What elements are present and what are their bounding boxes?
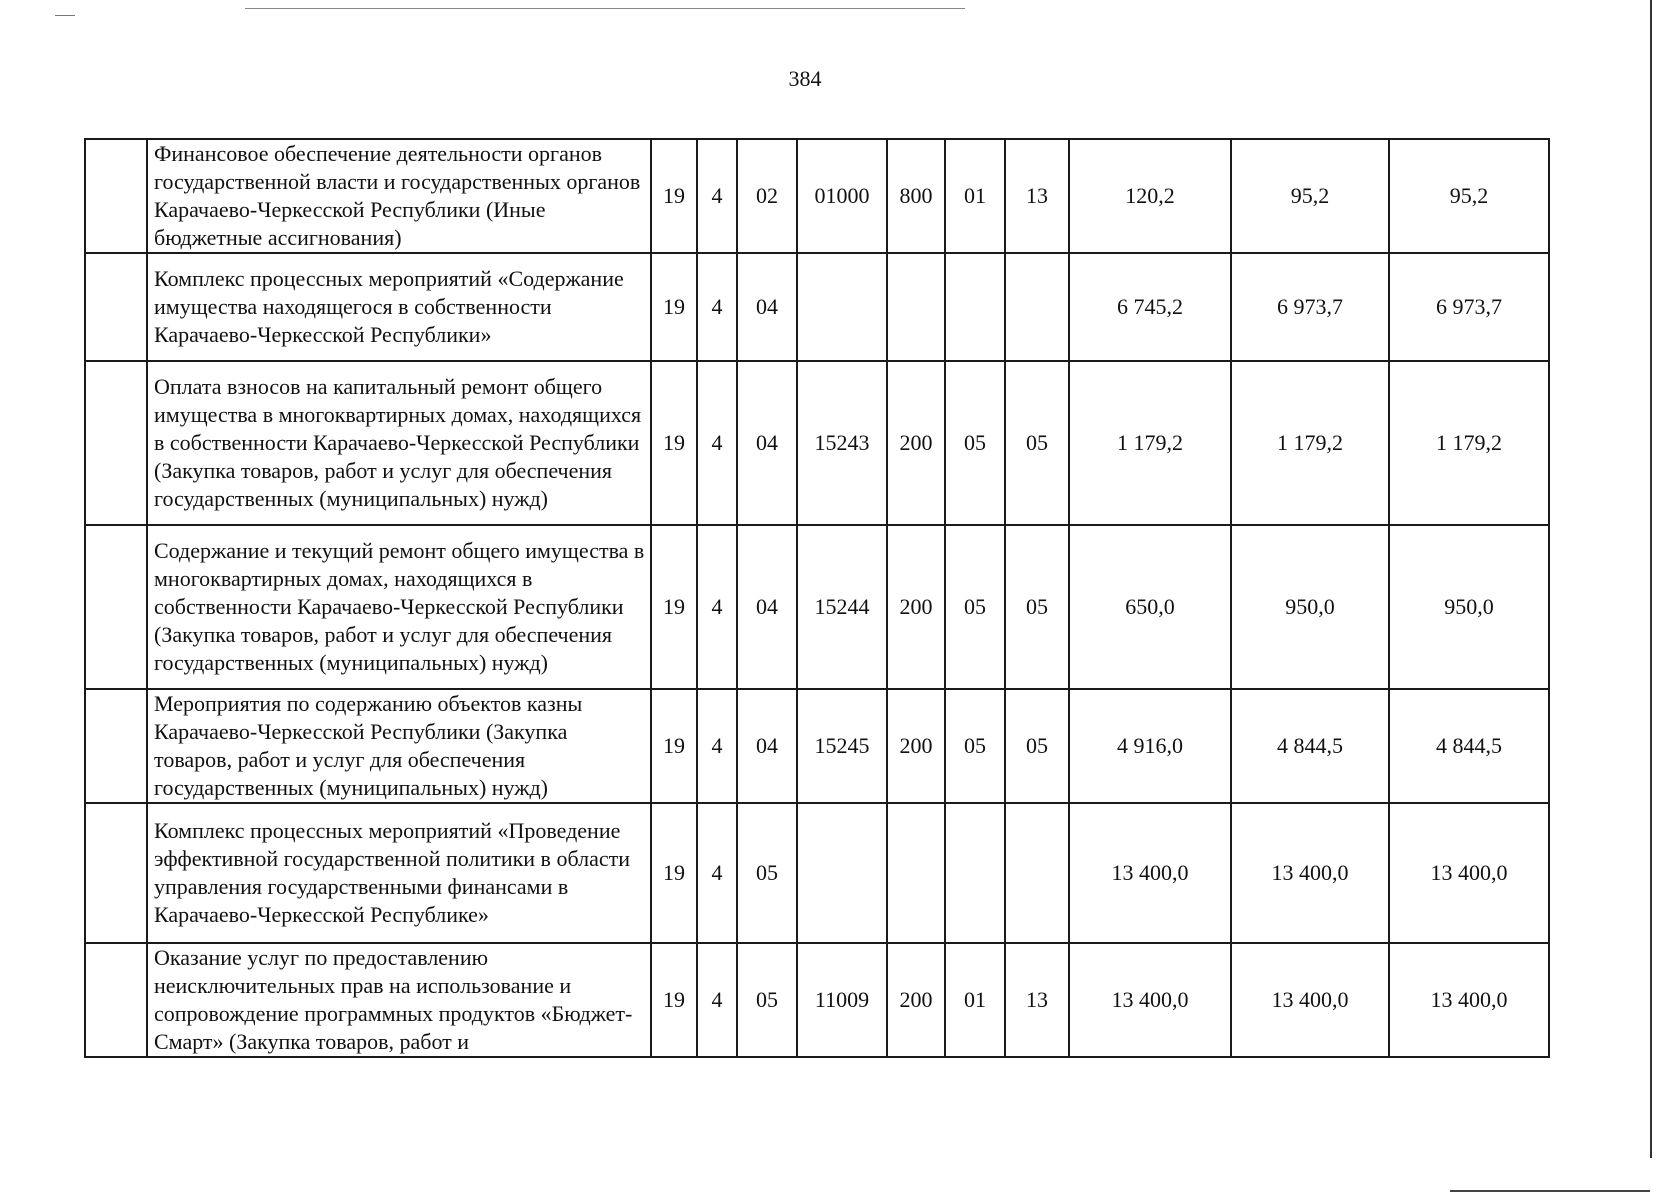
code-cell: 19	[651, 943, 697, 1057]
row-description: Финансовое обеспечение деятельности органов государственной власти и государственных органов Карачаево-Черкесской Республики (Иные бюджетные ассигнования)	[147, 139, 651, 253]
code-cell: 800	[887, 139, 945, 253]
code-cell: 200	[887, 943, 945, 1057]
row-index-cell	[85, 803, 147, 943]
code-cell: 04	[737, 525, 797, 689]
code-cell: 4	[697, 525, 737, 689]
code-cell: 19	[651, 803, 697, 943]
code-cell: 200	[887, 525, 945, 689]
code-cell: 19	[651, 361, 697, 525]
table-row	[85, 139, 1549, 253]
code-cell: 15243	[797, 361, 887, 525]
code-cell: 05	[1005, 361, 1069, 525]
row-index-cell	[85, 361, 147, 525]
amount-cell-2: 13 400,0	[1231, 943, 1389, 1057]
code-cell	[945, 253, 1005, 361]
code-cell: 4	[697, 689, 737, 803]
amount-cell-1: 6 745,2	[1069, 253, 1231, 361]
code-cell: 19	[651, 253, 697, 361]
scan-mark-top	[245, 8, 965, 9]
code-cell: 01000	[797, 139, 887, 253]
code-cell: 02	[737, 139, 797, 253]
amount-cell-3: 6 973,7	[1389, 253, 1549, 361]
row-index-cell	[85, 689, 147, 803]
amount-cell-3: 1 179,2	[1389, 361, 1549, 525]
code-cell	[797, 803, 887, 943]
code-cell: 04	[737, 361, 797, 525]
code-cell: 13	[1005, 943, 1069, 1057]
code-cell: 4	[697, 139, 737, 253]
code-cell	[1005, 253, 1069, 361]
table-row	[85, 803, 1549, 943]
amount-cell-3: 13 400,0	[1389, 803, 1549, 943]
amount-cell-2: 6 973,7	[1231, 253, 1389, 361]
scan-edge-right	[1650, 0, 1652, 1158]
amount-cell-2: 4 844,5	[1231, 689, 1389, 803]
code-cell: 13	[1005, 139, 1069, 253]
code-cell	[1005, 803, 1069, 943]
amount-cell-1: 13 400,0	[1069, 943, 1231, 1057]
code-cell: 19	[651, 525, 697, 689]
code-cell: 01	[945, 139, 1005, 253]
amount-cell-3: 4 844,5	[1389, 689, 1549, 803]
row-description: Комплекс процессных мероприятий «Содержание имущества находящегося в собственности Карачаево-Черкесской Республики»	[147, 253, 651, 361]
row-description: Комплекс процессных мероприятий «Проведение эффективной государственной политики в области управления государственными финансами в Карачаево-Черкесской Республике»	[147, 803, 651, 943]
code-cell: 200	[887, 361, 945, 525]
code-cell: 4	[697, 253, 737, 361]
amount-cell-3: 95,2	[1389, 139, 1549, 253]
amount-cell-3: 13 400,0	[1389, 943, 1549, 1057]
table-row	[85, 361, 1549, 525]
code-cell: 04	[737, 689, 797, 803]
scan-mark-bottom-right	[1450, 1190, 1650, 1192]
scan-mark-top-left	[55, 15, 75, 16]
code-cell: 01	[945, 943, 1005, 1057]
amount-cell-1: 120,2	[1069, 139, 1231, 253]
table-row	[85, 943, 1549, 1057]
row-description: Мероприятия по содержанию объектов казны Карачаево-Черкесской Республики (Закупка товаров, работ и услуг для обеспечения государственных (муниципальных) нужд)	[147, 689, 651, 803]
amount-cell-1: 13 400,0	[1069, 803, 1231, 943]
code-cell	[887, 803, 945, 943]
code-cell: 19	[651, 689, 697, 803]
amount-cell-1: 1 179,2	[1069, 361, 1231, 525]
table-row	[85, 689, 1549, 803]
amount-cell-2: 95,2	[1231, 139, 1389, 253]
code-cell: 4	[697, 361, 737, 525]
code-cell: 15244	[797, 525, 887, 689]
code-cell	[797, 253, 887, 361]
row-index-cell	[85, 943, 147, 1057]
row-index-cell	[85, 253, 147, 361]
table-row	[85, 253, 1549, 361]
code-cell: 4	[697, 803, 737, 943]
amount-cell-3: 950,0	[1389, 525, 1549, 689]
amount-cell-1: 650,0	[1069, 525, 1231, 689]
code-cell: 05	[737, 803, 797, 943]
amount-cell-2: 13 400,0	[1231, 803, 1389, 943]
code-cell: 19	[651, 139, 697, 253]
amount-cell-2: 950,0	[1231, 525, 1389, 689]
amount-cell-2: 1 179,2	[1231, 361, 1389, 525]
code-cell	[945, 803, 1005, 943]
code-cell: 05	[1005, 525, 1069, 689]
page-number: 384	[788, 66, 822, 91]
code-cell: 05	[945, 361, 1005, 525]
amount-cell-1: 4 916,0	[1069, 689, 1231, 803]
row-index-cell	[85, 525, 147, 689]
budget-table	[84, 138, 1550, 1058]
row-description: Оказание услуг по предоставлению неисключительных прав на использование и сопровождение программных продуктов «Бюджет-Смарт» (Закупка товаров, работ и	[147, 943, 651, 1057]
code-cell: 15245	[797, 689, 887, 803]
code-cell: 200	[887, 689, 945, 803]
code-cell: 4	[697, 943, 737, 1057]
row-description: Содержание и текущий ремонт общего имущества в многоквартирных домах, находящихся в собственности Карачаево-Черкесской Республики (Закупка товаров, работ и услуг для обеспечения государственных (муниципальных) нужд)	[147, 525, 651, 689]
table-row	[85, 525, 1549, 689]
code-cell	[887, 253, 945, 361]
code-cell: 11009	[797, 943, 887, 1057]
code-cell: 05	[945, 525, 1005, 689]
code-cell: 05	[945, 689, 1005, 803]
row-description: Оплата взносов на капитальный ремонт общего имущества в многоквартирных домах, находящихся в собственности Карачаево-Черкесской Республики (Закупка товаров, работ и услуг для обеспечения государственных (муниципальных) нужд)	[147, 361, 651, 525]
row-index-cell	[85, 139, 147, 253]
code-cell: 04	[737, 253, 797, 361]
code-cell: 05	[737, 943, 797, 1057]
code-cell: 05	[1005, 689, 1069, 803]
